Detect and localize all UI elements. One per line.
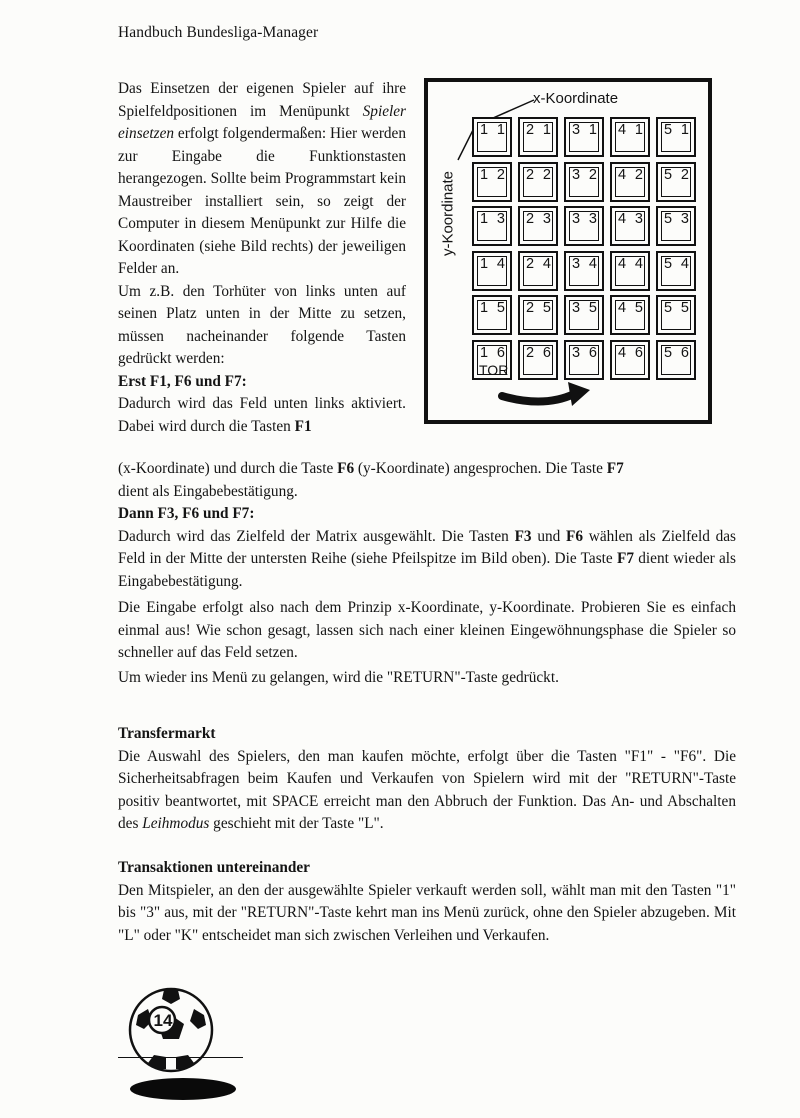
cell-x-coord: 4 (618, 345, 627, 361)
grid-cell (518, 295, 558, 335)
y-axis-label: y-Koordinate (439, 170, 457, 257)
arrow-head (568, 382, 590, 406)
grid-cell (610, 162, 650, 202)
grid-cell (472, 117, 512, 157)
cell-y-coord: 2 (634, 166, 643, 183)
cell-x-coord: 2 (526, 345, 535, 361)
cell-y-coord: 5 (588, 300, 597, 317)
transactions-section (118, 857, 736, 947)
example-paragraph: Um z.B. den Torhüter von links unten auf seinen Platz unten in der Mitte zu setzen, müssen nacheinander folgende Tasten gedrückt werden: (118, 282, 406, 367)
grid-cell (656, 251, 696, 291)
grid-cell (564, 162, 604, 202)
cell-y-coord: 6 (542, 345, 551, 361)
cell-x-coord: 2 (526, 300, 535, 317)
cell-x-coord: 3 (572, 345, 581, 361)
confirm-line: dient als Eingabebestätigung. (118, 482, 298, 500)
grid-cell (518, 251, 558, 291)
intro-paragraph (118, 78, 406, 281)
page-header: Handbuch Bundesliga-Manager (118, 24, 319, 41)
cell-x-coord: 2 (526, 122, 535, 138)
transfer-section (118, 723, 736, 836)
grid-cell (518, 206, 558, 246)
step2-heading: Dann F3, F6 und F7: (118, 505, 255, 522)
cell-y-coord: 4 (634, 255, 643, 272)
grid-cell (610, 295, 650, 335)
cell-y-coord: 3 (680, 211, 689, 228)
move-arrow (502, 394, 574, 402)
grid-cell (656, 340, 696, 380)
grid-cell (472, 206, 512, 246)
cell-x-coord: 5 (664, 255, 673, 272)
grid-cell (656, 295, 696, 335)
cell-x-coord: 5 (664, 166, 673, 183)
cell-x-coord: 5 (664, 122, 673, 138)
grid-cell (518, 117, 558, 157)
cell-y-coord: 5 (680, 300, 689, 317)
cell-y-coord: 3 (588, 211, 597, 228)
football-shadow (130, 1078, 236, 1100)
cell-y-coord: 4 (496, 255, 505, 272)
cell-x-coord: 3 (572, 122, 581, 138)
cell-y-coord: 6 (496, 345, 505, 361)
intro-menu-item: Spieler einsetzen (118, 102, 406, 142)
key-f6: F6 (337, 460, 355, 477)
grid-cell (656, 162, 696, 202)
cell-y-coord: 1 (680, 122, 689, 138)
cell-x-coord: 5 (664, 300, 673, 317)
cell-x-coord: 5 (664, 211, 673, 228)
grid-cell (518, 162, 558, 202)
principle-paragraph: Die Eingabe erfolgt also nach dem Prinzip x-Koordinate, y-Koordinate. Probieren Sie es einfach einmal aus! Wie schon gesagt, lassen sich nach einer kleinen Eingewöhnungsphase die Spieler so schneller auf das Feld setzen. (118, 599, 736, 661)
cell-x-coord: 4 (618, 166, 627, 183)
cell-y-coord: 3 (542, 211, 551, 228)
cell-y-coord: 5 (634, 300, 643, 317)
footer-rule (118, 1057, 243, 1058)
cell-x-coord: 4 (618, 211, 627, 228)
cell-y-coord: 6 (680, 345, 689, 361)
step1-text (118, 393, 406, 438)
cell-y-coord: 4 (588, 255, 597, 272)
cell-x-coord: 4 (618, 255, 627, 272)
cell-x-coord: 1 (480, 166, 489, 183)
grid-cell (472, 251, 512, 291)
cell-y-coord: 1 (588, 122, 597, 138)
cell-y-coord: 2 (588, 166, 597, 183)
step1-text-a: Dadurch wird das Feld unten links aktiviert. Dabei wird durch die Tasten (118, 395, 406, 435)
grid-cell (610, 340, 650, 380)
cell-x-coord: 2 (526, 211, 535, 228)
grid-cell (564, 117, 604, 157)
grid-cell (518, 340, 558, 380)
cell-x-coord: 4 (618, 300, 627, 317)
cell-y-coord: 5 (542, 300, 551, 317)
grid-cell (610, 117, 650, 157)
cell-x-coord: 3 (572, 211, 581, 228)
grid-cell (472, 295, 512, 335)
cell-x-coord: 1 (480, 211, 489, 228)
cell-y-coord: 3 (634, 211, 643, 228)
transactions-heading: Transaktionen untereinander (118, 859, 310, 876)
grid-cell (564, 295, 604, 335)
cell-x-coord: 1 (480, 255, 489, 272)
page-number: 14 (153, 1011, 173, 1030)
cell-y-coord: 2 (496, 166, 505, 183)
step2-text: Dadurch wird das Zielfeld der Matrix ausgewählt. Die Tasten F3 und F6 wählen als Zielfeld das Feld in der Mitte der untersten Reihe (siehe Pfeilspitze im Bild oben). Die Taste F7 dient wieder als Eingabebestätigung. (118, 527, 736, 590)
cell-x-coord: 4 (618, 122, 627, 138)
grid-cell (610, 206, 650, 246)
cell-y-coord: 1 (496, 122, 505, 138)
cell-x-coord: 5 (664, 345, 673, 361)
return-paragraph: Um wieder ins Menü zu gelangen, wird die "RETURN"-Taste gedrückt. (118, 668, 559, 686)
transfer-heading: Transfermarkt (118, 725, 216, 742)
key-f1: F1 (294, 417, 312, 435)
intro-text-1: Das Einsetzen der eigenen Spieler auf ihre Spielfeldpositionen im Menüpunkt (118, 80, 406, 120)
grid-cell (564, 206, 604, 246)
cell-y-coord: 2 (680, 166, 689, 183)
cell-x-coord: 3 (572, 166, 581, 183)
cell-y-coord: 1 (542, 122, 551, 138)
cell-y-coord: 6 (588, 345, 597, 361)
goal-label: TOR (479, 362, 509, 378)
transfer-text: Die Auswahl des Spielers, den man kaufen möchte, erfolgt über die Tasten "F1" - "F6". Die Sicherheitsabfragen beim Kaufen und Verkaufen von Spielern wird mit der "RETURN"-Taste positiv beantwortet, mit SPACE erreicht man den Abbruch der Funktion. Das An- und Abschalten des Leihmodus geschieht mit der Taste "L". (118, 747, 736, 832)
cell-x-coord: 3 (572, 255, 581, 272)
transactions-text: Den Mitspieler, an den der ausgewählte Spieler verkauft werden soll, wählt man mit den Tasten "1" bis "3" aus, mit der "RETURN"-Taste kehrt man ins Menü zurück, ohne den Spieler abzugeben. Mit "L" oder "K" entscheidet man sich zwischen Verleihen und Verkaufen. (118, 881, 736, 944)
cell-x-coord: 3 (572, 300, 581, 317)
intro-text-2: erfolgt folgendermaßen: Hier werden zur Eingabe die Funktionstasten herangezogen. Sollte beim Programmstart kein Maustreiber installiert sein, so zeigt der Computer in diesem Menüpunkt zur Hilfe die Koordinaten (siehe Bild rechts) der jeweiligen Felder an. (118, 125, 406, 277)
cell-x-coord: 2 (526, 166, 535, 183)
grid-cell (472, 162, 512, 202)
key-f7: F7 (606, 460, 624, 477)
grid-cell (610, 251, 650, 291)
cell-y-coord: 6 (634, 345, 643, 361)
cell-x-coord: 1 (480, 300, 489, 317)
cell-y-coord: 1 (634, 122, 643, 138)
step1-continuation: (x-Koordinate) und durch die Taste F6 (y-Koordinate) angesprochen. Die Taste F7 (118, 460, 624, 477)
cell-y-coord: 4 (542, 255, 551, 272)
cell-x-coord: 2 (526, 255, 535, 272)
cell-y-coord: 4 (680, 255, 689, 272)
cell-x-coord: 1 (480, 122, 489, 138)
cell-y-coord: 2 (542, 166, 551, 183)
grid-cell (564, 340, 604, 380)
grid-cell (564, 251, 604, 291)
step1-heading: Erst F1, F6 und F7: (118, 372, 247, 390)
loan-mode-term: Leihmodus (142, 815, 210, 832)
cell-y-coord: 5 (496, 300, 505, 317)
cell-x-coord: 1 (480, 345, 489, 361)
grid-cell (656, 206, 696, 246)
x-axis-label: x-Koordinate (533, 90, 619, 107)
grid-cell (656, 117, 696, 157)
intro-column (118, 78, 406, 438)
cell-y-coord: 3 (496, 211, 505, 228)
continuation (118, 458, 736, 689)
grid-cell (472, 340, 512, 380)
